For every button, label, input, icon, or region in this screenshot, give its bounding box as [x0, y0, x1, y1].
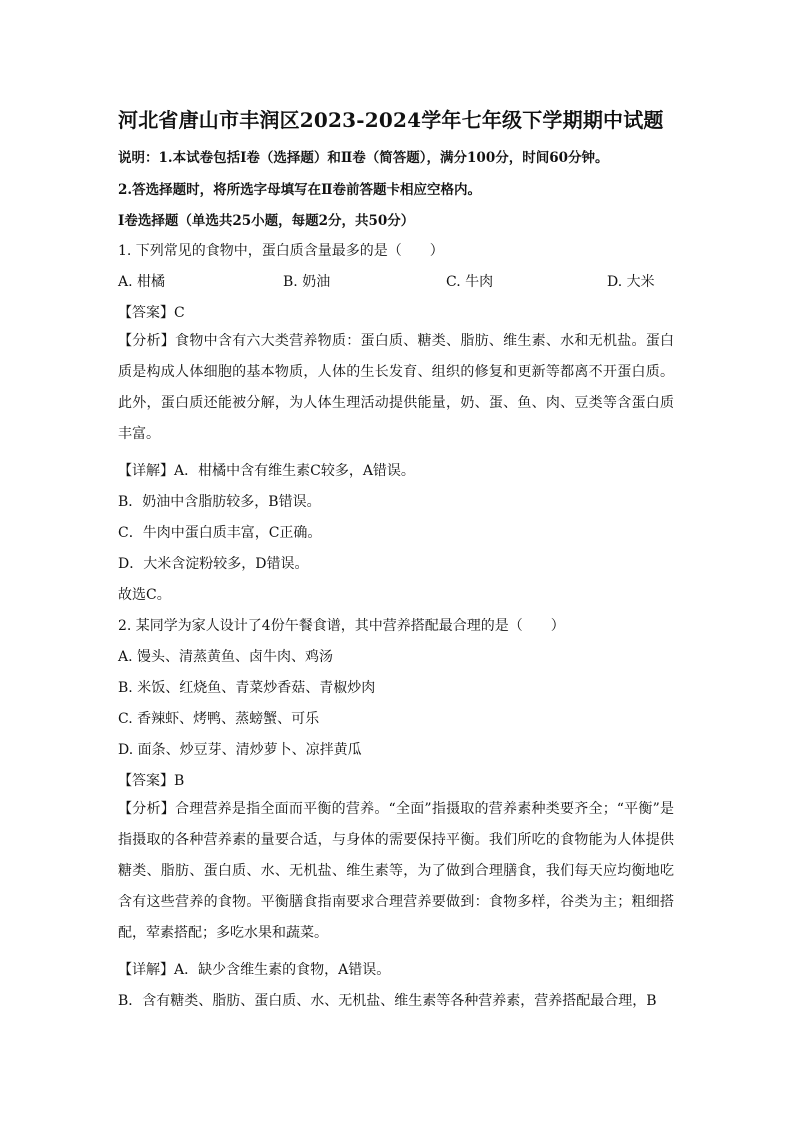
q1-detail-4: D．大米含淀粉较多，D错误。 [118, 556, 309, 572]
q1-option-b: B. 奶油 [283, 274, 331, 290]
q1-detail-2: B．奶油中含脂肪较多，B错误。 [118, 494, 321, 510]
q2-option-b: B. 米饭、红烧鱼、青菜炒香菇、青椒炒肉 [118, 680, 376, 696]
instruction-note-1: 说明：1.本试卷包括Ⅰ卷（选择题）和Ⅱ卷（简答题），满分100分，时间60分钟。 [118, 150, 609, 166]
question-2-text: 2. 某同学为家人设计了4份午餐食谱，其中营养搭配最合理的是（ ） [118, 618, 565, 634]
q2-detail-2: B．含有糖类、脂肪、蛋白质、水、无机盐、维生素等各种营养素，营养搭配最合理，B [118, 993, 657, 1009]
q1-option-a: A. 柑橘 [118, 274, 166, 290]
q2-option-a: A. 馒头、清蒸黄鱼、卤牛肉、鸡汤 [118, 649, 334, 665]
section-heading: Ⅰ卷选择题（单选共25小题，每题2分，共50分） [118, 213, 415, 229]
q1-detail-1: 【详解】A．柑橘中含有维生素C较多，A错误。 [118, 463, 415, 479]
q1-detail-3: C．牛肉中蛋白质丰富，C正确。 [118, 525, 322, 541]
question-1-text: 1. 下列常见的食物中，蛋白质含量最多的是（ ） [118, 243, 444, 259]
q1-conclusion: 故选C。 [118, 587, 171, 603]
q1-analysis: 【分析】食物中含有六大类营养物质：蛋白质、糖类、脂肪、维生素、水和无机盐。蛋白质是构成人体细胞的基本物质，人体的生长发育、组织的修复和更新等都离不开蛋白质。此外，蛋白质还能被分解，为人体生理活动提供能量，奶、蛋、鱼、肉、豆类等含蛋白质丰富。 [118, 333, 674, 442]
q1-option-d: D. 大米 [607, 274, 655, 290]
q1-option-c: C. 牛肉 [446, 274, 494, 290]
q2-detail-1: 【详解】A．缺少含维生素的食物，A错误。 [118, 962, 391, 978]
q2-answer: 【答案】B [118, 773, 185, 789]
q2-analysis: 【分析】合理营养是指全面而平衡的营养。“全面”指摄取的营养素种类要齐全；“平衡”是指摄取的各种营养素的量要合适，与身体的需要保持平衡。我们所吃的食物能为人体提供糖类、脂肪、蛋白质、水、无机盐、维生素等，为了做到合理膳食，我们每天应均衡地吃含有这些营养的食物。平衡膳食指南要求合理营养要做到：食物多样，谷类为主；粗细搭配，荤素搭配；多吃水果和蔬菜。 [118, 801, 674, 941]
q2-option-d: D. 面条、炒豆芽、清炒萝卜、凉拌黄瓜 [118, 742, 362, 758]
q1-answer: 【答案】C [118, 305, 185, 321]
document-title: 河北省唐山市丰润区2023-2024学年七年级下学期期中试题 [118, 108, 664, 132]
q2-option-c: C. 香辣虾、烤鸭、蒸螃蟹、可乐 [118, 711, 320, 727]
instruction-note-2: 2.答选择题时，将所选字母填写在Ⅱ卷前答题卡相应空格内。 [118, 182, 481, 198]
